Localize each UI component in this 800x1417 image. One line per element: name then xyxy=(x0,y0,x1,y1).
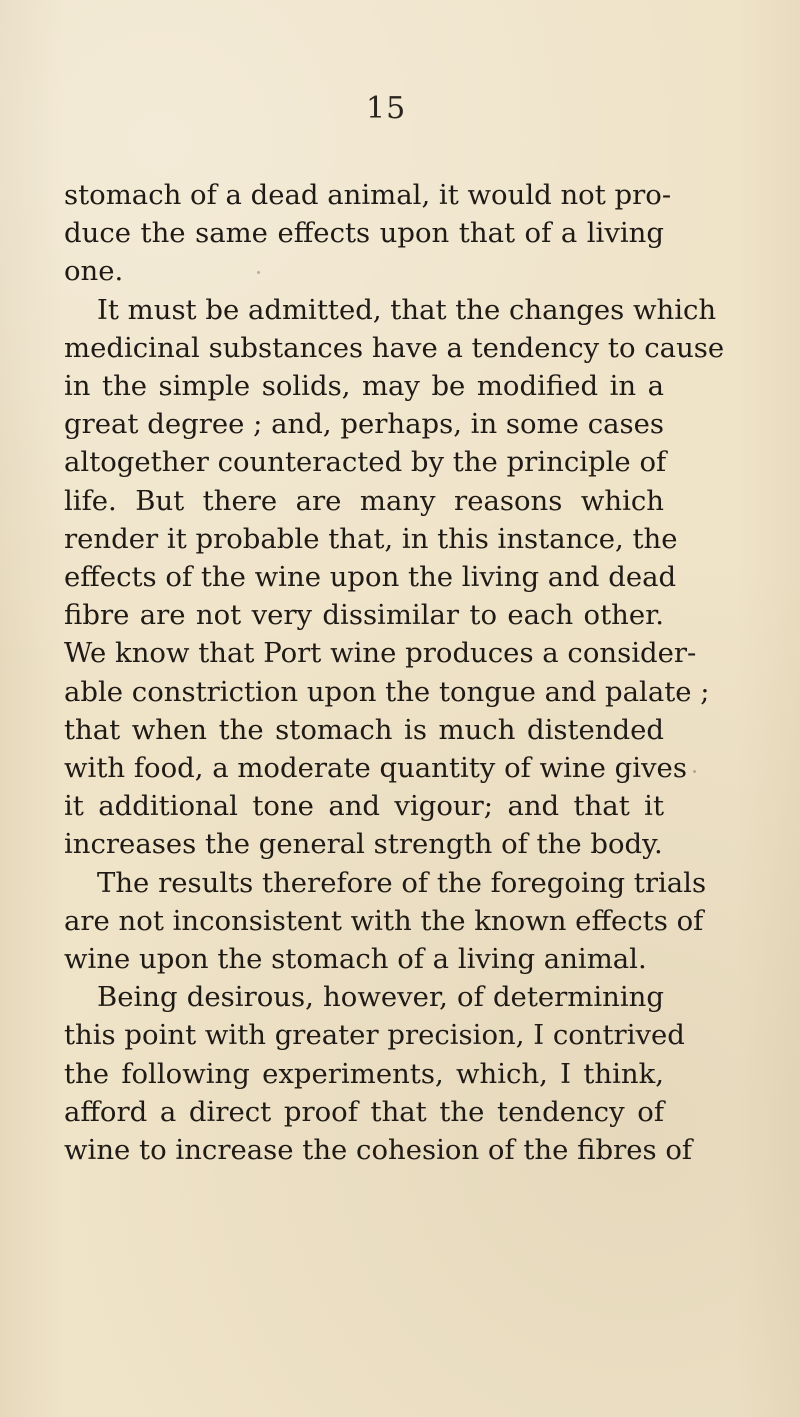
page-number: 15 xyxy=(366,91,407,126)
text-line: effects of the wine upon the living and dead xyxy=(64,561,677,594)
text-line: altogether counteracted by the principle of xyxy=(64,446,667,479)
text-line: wine upon the stomach of a living animal. xyxy=(64,943,647,976)
text-line: medicinal substances have a tendency to cause xyxy=(64,331,725,364)
text-line: fibre are not very dissimilar to each other. xyxy=(64,599,664,632)
paragraph-start-line: It must be admitted, that the changes which xyxy=(97,293,717,326)
text-line: great degree ; and, perhaps, in some cases xyxy=(64,408,664,441)
paragraph-start-line: Being desirous, however, of determining xyxy=(97,981,664,1014)
text-line: that when the stomach is much distended xyxy=(64,713,664,746)
text-line: with food, a moderate quantity of wine gives xyxy=(64,752,687,785)
text-line: render it probable that, in this instance, the xyxy=(64,522,678,555)
paper-speck xyxy=(101,1145,104,1148)
text-line: able constriction upon the tongue and palate ; xyxy=(64,675,710,708)
text-line: life. But there are many reasons which xyxy=(64,484,664,517)
text-line: this point with greater precision, I contrived xyxy=(64,1019,685,1052)
text-line: We know that Port wine produces a consider- xyxy=(64,637,697,670)
text-line: the following experiments, which, I think, xyxy=(64,1057,664,1090)
paper-speck xyxy=(257,271,260,274)
text-line: in the simple solids, may be modified in a xyxy=(64,370,664,403)
text-line: increases the general strength of the body. xyxy=(64,828,663,861)
text-line: it additional tone and vigour; and that it xyxy=(64,790,664,823)
text-line: wine to increase the cohesion of the fibres of xyxy=(64,1134,693,1167)
text-line: duce the same effects upon that of a living xyxy=(64,217,664,250)
text-line: afford a direct proof that the tendency of xyxy=(64,1095,664,1128)
paper-speck xyxy=(693,770,696,773)
body-text xyxy=(64,176,725,1169)
text-line: are not inconsistent with the known effects of xyxy=(64,904,704,937)
paragraph-start-line: The results therefore of the foregoing trials xyxy=(97,866,707,899)
text-line: one. xyxy=(64,255,124,288)
text-line: stomach of a dead animal, it would not pro- xyxy=(64,179,672,211)
